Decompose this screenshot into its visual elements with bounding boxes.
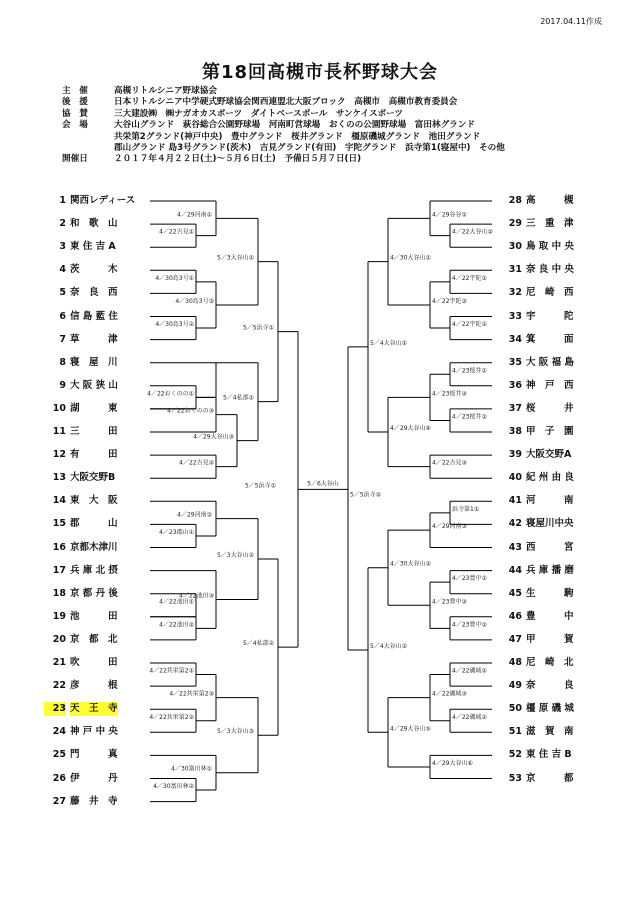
match-label-l18: 4／22池田③ [179, 592, 214, 600]
match-label-r5: 4／22宇陀③ [432, 297, 467, 305]
team-name: 和 歌 山 [70, 218, 118, 230]
team-name: 紀 州 由 良 [526, 472, 574, 484]
match-label-l15: 4／23郡山① [159, 528, 194, 536]
info-row-dates: 開催日 ２０１７年４月２２日(土)～５月６日(土) 予備日５月７日(日) [62, 154, 362, 165]
team-name: 池 田 [70, 610, 118, 622]
match-label-l13: 5／5浜寺① [244, 482, 276, 490]
info-row-sponsor: 協 賛 三大建設㈱ ㈱ナガオカスポーツ ダイトベースボール サンケイスポーツ [62, 108, 404, 119]
team-name: 信 島 藍 住 [70, 310, 118, 322]
team-name: 箕 面 [526, 333, 574, 345]
team-number: 20 [52, 633, 66, 645]
match-label-l25: 4／30富田林① [171, 765, 212, 773]
team-name: 彦 根 [70, 680, 118, 692]
team-number: 15 [52, 518, 66, 530]
team-number: 11 [52, 426, 66, 437]
team-name: 高 槻 [526, 195, 574, 206]
team-name: 奈 良 [526, 680, 574, 692]
team-number: 40 [508, 472, 522, 484]
match-label-l9: 4／22おくのの③ [167, 407, 214, 415]
team-name: 吹 田 [70, 657, 118, 668]
team-name: 神 戸 西 [526, 379, 574, 391]
team-number: 26 [52, 772, 66, 784]
team-name: 京都木津川 [70, 541, 118, 553]
match-label-r8: 4／23桜井① [452, 367, 487, 375]
match-label-r24: 4／29大谷山⑤ [390, 725, 431, 733]
team-name: 天 王 寺 [70, 703, 118, 715]
team-number: 49 [508, 680, 522, 692]
team-name: 藤 井 寺 [70, 795, 118, 807]
match-label-l23: 4／22共栄第2② [149, 713, 194, 721]
team-name: 大 阪 福 島 [526, 356, 574, 368]
match-label-r19: 4／23豊中② [452, 621, 487, 629]
team-name: 東 住 吉 B [526, 749, 572, 761]
match-label-l6: 4／30島3号② [155, 321, 194, 329]
team-number: 29 [508, 218, 522, 230]
team-name: 神 戸 中 央 [70, 726, 118, 738]
team-number: 43 [508, 541, 522, 553]
team-name: 大阪交野A [526, 449, 572, 461]
match-label-l24: 5／3大谷山③ [216, 728, 254, 736]
page-title: 第18回高槻市長杯野球大会 [201, 62, 439, 83]
match-label-l3: 5／3大谷山① [216, 254, 254, 262]
match-label-r17: 4／23豊中① [452, 575, 487, 583]
team-name: 有 田 [70, 449, 118, 461]
team-number: 41 [508, 495, 522, 507]
match-label-r21: 4／22磯城① [452, 667, 487, 675]
team-number: 48 [508, 657, 522, 668]
team-number: 53 [508, 772, 522, 784]
match-label-l22: 4／22共栄第2③ [169, 690, 214, 698]
team-number: 4 [59, 264, 66, 276]
team-name: 京 都 北 [70, 633, 118, 645]
match-label-l13: 5／5浜寺① [242, 324, 274, 332]
match-label-r11: 4／29大谷山④ [390, 425, 431, 432]
team-number: 12 [52, 449, 66, 461]
match-label-r25: 4／29大谷山⑥ [432, 759, 473, 767]
team-name: 西 宮 [526, 541, 574, 553]
match-label-l19: 4／22池田② [159, 621, 194, 629]
team-number: 47 [508, 633, 522, 645]
match-label-r9: 4／23桜井③ [432, 390, 467, 398]
team-name: 鳥 取 中 央 [526, 241, 574, 253]
team-name: 橿 原 磯 城 [526, 703, 574, 715]
team-number: 31 [508, 264, 522, 276]
team-name: 寝屋川中央 [526, 518, 574, 530]
team-number: 32 [508, 287, 522, 299]
team-number: 50 [508, 703, 522, 715]
match-label-r3: 4／30大谷山① [390, 254, 431, 262]
team-number: 23 [44, 702, 66, 716]
team-name: 甲 子 園 [526, 426, 574, 437]
match-label-r14: 4／29河南③ [432, 523, 467, 531]
team-number: 24 [52, 726, 66, 738]
team-number: 52 [508, 749, 522, 761]
team-name: 草 津 [70, 333, 118, 345]
match-label-r13: 5／5浜寺② [350, 491, 382, 499]
match-label-r1: 4／29谷谷① [432, 211, 467, 219]
team-number: 7 [59, 333, 66, 345]
team-number: 6 [59, 310, 66, 322]
match-label-l8: 4／22おくのの① [147, 390, 194, 398]
team-name: 兵 庫 播 磨 [526, 564, 574, 576]
team-number: 42 [508, 518, 522, 530]
team-name: 大 阪 狭 山 [70, 379, 118, 391]
team-number: 8 [59, 356, 66, 368]
match-label-l26: 4／30富田林② [153, 783, 194, 791]
team-number: 2 [59, 218, 66, 230]
match-label-r16: 4／30大谷山② [390, 560, 431, 568]
team-number: 37 [508, 402, 522, 414]
match-label-l16: 5／3大谷山② [216, 552, 254, 560]
team-number: 18 [52, 587, 66, 599]
team-name: 三 田 [70, 426, 118, 437]
info-row-support: 後 援 日本リトルシニア中学硬式野球協会関西連盟北大阪ブロック 高槻市 高槻市教育委員会 [62, 97, 458, 108]
team-number: 28 [508, 195, 522, 206]
team-name: 京 都 丹 後 [70, 587, 118, 599]
team-number: 44 [508, 564, 522, 576]
created-date: 2017.04.11作成 [540, 17, 602, 26]
team-number: 5 [59, 287, 66, 299]
team-number: 33 [508, 310, 522, 322]
team-name: 豊 中 [526, 610, 574, 622]
team-number: 22 [52, 680, 66, 692]
match-label-l12: 4／22吉見② [179, 459, 214, 467]
team-number: 10 [52, 402, 66, 414]
match-label-l14: 4／29河南② [177, 511, 212, 519]
team-name: 湖 東 [70, 402, 118, 414]
team-number: 9 [59, 379, 66, 391]
match-label-r22: 4／22磯城③ [432, 690, 467, 698]
team-name: 関西レディース [70, 195, 136, 206]
team-name: 河 南 [526, 495, 574, 507]
team-number: 3 [59, 241, 66, 253]
team-number: 25 [52, 749, 66, 761]
team-name: 奈 良 中 央 [526, 264, 574, 276]
team-number: 45 [508, 587, 522, 599]
team-number: 21 [52, 657, 66, 668]
team-number: 19 [52, 610, 66, 622]
team-name: 尼 崎 西 [526, 287, 574, 299]
team-name: 尼 崎 北 [526, 657, 574, 668]
match-label-l5: 4／30島3号③ [175, 297, 214, 305]
team-name: 奈 良 西 [70, 287, 118, 299]
team-number: 51 [508, 726, 522, 738]
team-name: 宇 陀 [526, 310, 574, 322]
match-label-r15: 浜寺第1① [452, 505, 480, 513]
match-label-l1: 4／29河南① [177, 211, 212, 219]
match-label-r23: 4／22磯城② [452, 713, 487, 721]
match-label-l17: 4／22池田① [159, 598, 194, 606]
team-number: 35 [508, 356, 522, 368]
match-label-r12: 4／22吉見③ [432, 459, 467, 467]
match-label-r20: 5／4大谷山② [370, 643, 408, 651]
info-row-venue-2: 共栄第2グランド(神戸中央) 豊中グランド 桜井グランド 橿原磯城グランド 池田グランド [114, 131, 481, 142]
team-name: 東 大 阪 [70, 495, 118, 507]
match-label-final: 5／6大谷山 [307, 480, 339, 488]
team-name: 茨 木 [70, 264, 118, 276]
info-row-organizer: 主 催 高槻リトルシニア野球協会 [62, 86, 217, 96]
info-row-venue-3: 郡山グランド 島3号グランド(茨木) 吉見グランド(有田) 宇陀グランド 浜寺第1(寝屋中) その他 [114, 143, 505, 154]
team-number: 38 [508, 426, 522, 437]
match-label-r10: 4／23桜井② [452, 413, 487, 421]
team-number: 14 [52, 495, 66, 507]
team-number: 39 [508, 449, 522, 461]
match-label-r6: 4／22宇陀② [452, 321, 487, 329]
team-name: 大阪交野B [70, 472, 116, 484]
team-name: 伊 丹 [70, 772, 118, 784]
team-number: 1 [59, 195, 66, 206]
team-number: 30 [508, 241, 522, 253]
team-number: 34 [508, 333, 522, 345]
match-label-r4: 4／22宇陀① [452, 274, 487, 282]
match-label-r7: 5／4大谷山① [370, 339, 408, 347]
team-number: 46 [508, 610, 522, 622]
team-name: 寝 屋 川 [70, 356, 118, 368]
team-name: 門 真 [70, 749, 118, 761]
team-name: 桜 井 [526, 402, 574, 414]
team-number: 27 [52, 795, 66, 807]
match-label-l4: 4／30島3号① [155, 274, 194, 282]
match-label-r18: 4／23豊中③ [432, 598, 467, 606]
team-number: 16 [52, 541, 66, 553]
match-label-l11: 4／29大谷山③ [193, 433, 234, 441]
match-label-l21: 4／22共栄第2① [149, 667, 194, 675]
team-name: 兵 庫 北 摂 [70, 564, 118, 576]
team-name: 郡 山 [70, 518, 118, 530]
team-name: 京 都 [526, 772, 574, 784]
team-name: 東 住 吉 A [70, 241, 116, 253]
match-label-r2: 4／22大谷山② [452, 228, 493, 236]
team-number: 36 [508, 379, 522, 391]
match-label-l20: 5／4私部② [242, 640, 274, 648]
match-label-l2: 4／22吉見① [159, 228, 194, 236]
team-number: 17 [52, 564, 66, 576]
team-name: 生 駒 [526, 587, 574, 599]
match-label-l7: 5／4私部① [222, 394, 254, 402]
info-row-venue: 会 場 大谷山グランド 萩谷総合公園野球場 河南町営球場 おくのの公園野球場 富田林グランド [62, 120, 475, 131]
team-name: 甲 賀 [526, 633, 574, 645]
team-name: 三 重 津 [526, 218, 574, 230]
team-number: 13 [52, 472, 66, 484]
team-name: 滋 賀 南 [526, 726, 574, 738]
